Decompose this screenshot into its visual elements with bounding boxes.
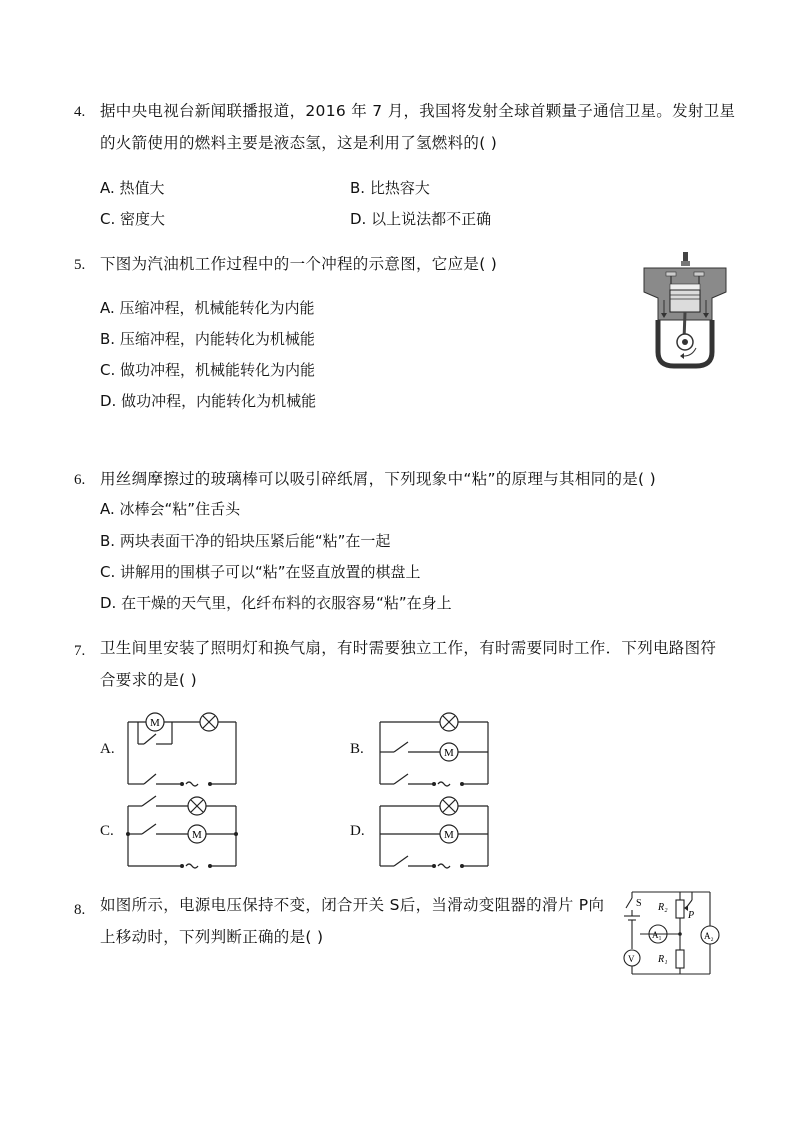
option-d[interactable]: D. 做功冲程，内能转化为机械能 bbox=[100, 392, 317, 410]
question-text-line: 上移动时，下列判断正确的是( ) bbox=[100, 928, 324, 946]
question-text-line: 卫生间里安装了照明灯和换气扇，有时需要独立工作，有时需要同时工作．下列电路图符 bbox=[100, 639, 717, 657]
motor-label: M bbox=[444, 829, 454, 841]
option-b[interactable]: B. bbox=[350, 741, 364, 757]
option-a[interactable]: A. 热值大 bbox=[100, 179, 165, 197]
switch-label: S bbox=[636, 898, 642, 909]
option-c[interactable]: C. 密度大 bbox=[100, 210, 166, 228]
option-c[interactable]: C. 讲解用的围棋子可以“粘”在竖直放置的棋盘上 bbox=[100, 563, 421, 581]
circuit-d bbox=[372, 794, 494, 874]
question-number: 7. bbox=[74, 643, 86, 659]
question-text-line: 下图为汽油机工作过程中的一个冲程的示意图，它应是( ) bbox=[100, 255, 498, 273]
question-number: 6. bbox=[74, 472, 86, 488]
option-a[interactable]: A. bbox=[100, 741, 115, 757]
question-text-line: 合要求的是( ) bbox=[100, 671, 197, 689]
option-c[interactable]: C. 做功冲程，机械能转化为内能 bbox=[100, 361, 316, 379]
motor-label: M bbox=[444, 747, 454, 759]
question-number: 8. bbox=[74, 902, 86, 918]
question-text-line: 据中央电视台新闻联播报道，2016 年 7 月，我国将发射全球首颗量子通信卫星。发射卫星 bbox=[100, 102, 736, 120]
option-b[interactable]: B. 压缩冲程，内能转化为机械能 bbox=[100, 330, 315, 348]
r2-label: R₂ bbox=[658, 902, 668, 913]
option-b[interactable]: B. 两块表面干净的铅块压紧后能“粘”在一起 bbox=[100, 532, 391, 550]
a2-label: A₂ bbox=[704, 931, 714, 941]
option-b[interactable]: B. 比热容大 bbox=[350, 179, 430, 197]
question-text-line: 的火箭使用的燃料主要是液态氢，这是利用了氢燃料的( ) bbox=[100, 134, 498, 152]
motor-label: M bbox=[192, 829, 202, 841]
a1-label: A₁ bbox=[652, 930, 662, 940]
v-label: V bbox=[628, 954, 635, 964]
engine-diagram bbox=[640, 248, 730, 370]
r1-label: R₁ bbox=[658, 954, 668, 965]
option-d[interactable]: D. 在干燥的天气里，化纤布料的衣服容易“粘”在身上 bbox=[100, 594, 452, 612]
question-text-line: 用丝绸摩擦过的玻璃棒可以吸引碎纸屑，下列现象中“粘”的原理与其相同的是( ) bbox=[100, 470, 656, 488]
p-label: P bbox=[688, 910, 695, 921]
circuit-q8 bbox=[618, 886, 726, 980]
circuit-c bbox=[120, 794, 242, 874]
option-d[interactable]: D. 以上说法都不正确 bbox=[350, 210, 492, 228]
circuit-b bbox=[372, 712, 494, 792]
option-c[interactable]: C. bbox=[100, 823, 114, 839]
option-a[interactable]: A. 冰棒会“粘”住舌头 bbox=[100, 500, 241, 518]
question-text-line: 如图所示，电源电压保持不变，闭合开关 S后，当滑动变阻器的滑片 P向 bbox=[100, 896, 605, 914]
circuit-a bbox=[120, 712, 242, 792]
question-number: 4. bbox=[74, 104, 86, 120]
motor-label: M bbox=[150, 717, 160, 729]
question-number: 5. bbox=[74, 257, 86, 273]
option-d[interactable]: D. bbox=[350, 823, 365, 839]
option-a[interactable]: A. 压缩冲程，机械能转化为内能 bbox=[100, 299, 315, 317]
